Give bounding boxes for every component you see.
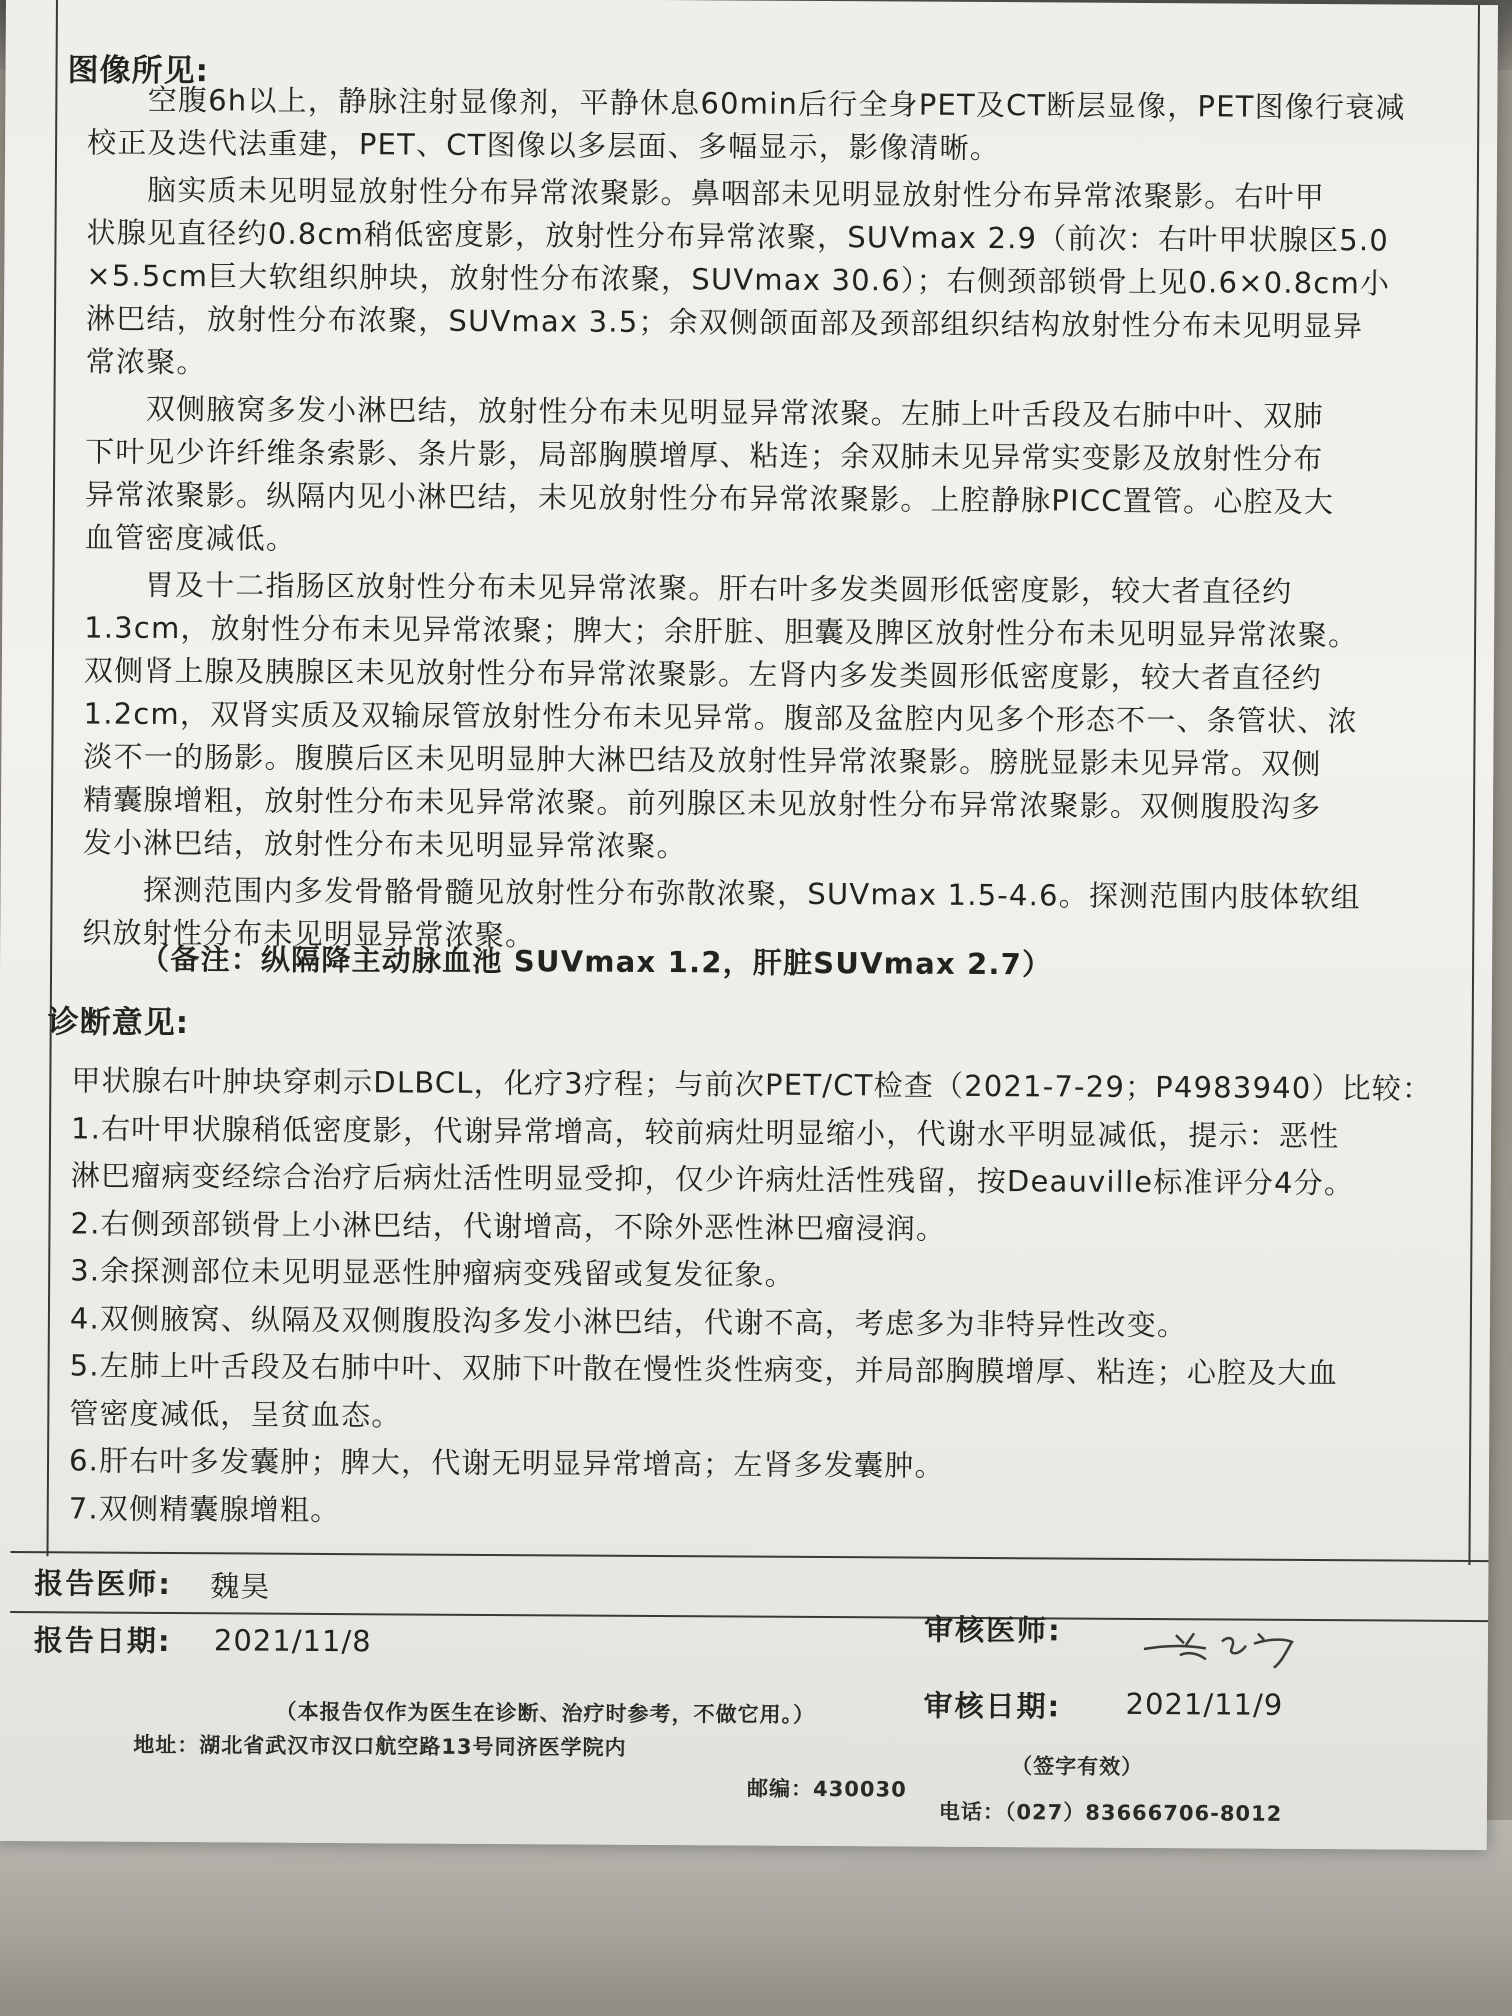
findings-body: [82, 78, 1406, 966]
findings-line: 淋巴结，放射性分布浓聚，SUVmax 3.5；余双侧颌面部及颈部组织结构放射性分布未见明显异: [85, 301, 1364, 344]
findings-line: 发小淋巴结，放射性分布未见明显异常浓聚。: [82, 825, 687, 864]
findings-note: （备注：纵隔降主动脉血池 SUVmax 1.2，肝脏SUVmax 2.7）: [140, 941, 1053, 982]
findings-line: 1.3cm，放射性分布未见异常浓聚；脾大；余肝脏、胆囊及脾区放射性分布未见明显异常浓聚。: [84, 610, 1359, 653]
findings-line: 探测范围内多发骨骼骨髓见放射性分布弥散浓聚，SUVmax 1.5-4.6。探测范围内肢体软组: [82, 872, 1361, 915]
findings-line: 双侧肾上腺及胰腺区未见放射性分布异常浓聚影。左肾内多发类圆形低密度影，较大者直径约: [83, 653, 1323, 696]
findings-line: 胃及十二指肠区放射性分布未见异常浓聚。肝右叶多发类圆形低密度影，较大者直径约: [84, 567, 1293, 609]
signature-valid-note: （签字有效）: [1011, 1754, 1144, 1779]
postcode: 邮编：430030: [746, 1776, 907, 1802]
diagnosis-line: 5.左肺上叶舌段及右肺中叶、双肺下叶散在慢性炎性病变，并局部胸膜增厚、粘连；心腔及大血: [69, 1348, 1338, 1391]
findings-line: 异常浓聚影。纵隔内见小淋巴结，未见放射性分布异常浓聚影。上腔静脉PICC置管。心腔及大: [84, 477, 1335, 520]
findings-paragraph-1: [87, 78, 1406, 172]
findings-line: 下叶见少许纤维条索影、条片影，局部胸膜增厚、粘连；余双肺未见异常实变影及放射性分布: [85, 434, 1324, 477]
findings-line: ×5.5cm巨大软组织肿块，放射性分布浓聚，SUVmax 30.6）；右侧颈部锁骨上见0.6×0.8cm小: [86, 258, 1391, 301]
diagnosis-line: 管密度减低，呈贫血态。: [69, 1395, 402, 1432]
findings-line: 血管密度减低。: [84, 520, 297, 556]
diagnosis-line: 3.余探测部位未见明显恶性肿瘤病变残留或复发征象。: [70, 1253, 795, 1292]
report-doctor-name: 魏昊: [210, 1569, 271, 1604]
diagnosis-line: 1.右叶甲状腺稍低密度影，代谢异常增高，较前病灶明显缩小，代谢水平明显减低，提示：恶性: [70, 1110, 1340, 1153]
diagnosis-line: 7.双侧精囊腺增粗。: [68, 1490, 341, 1527]
phone: 电话：（027）83666706-8012: [938, 1799, 1283, 1826]
disclaimer: （本报告仅作为医生在诊断、治疗时参考，不做它用。）: [275, 1699, 816, 1727]
findings-paragraph-4: [83, 563, 1403, 872]
findings-line: 校正及迭代法重建，PET、CT图像以多层面、多幅显示，影像清晰。: [87, 125, 1001, 166]
diagnosis-line: 2.右侧颈部锁骨上小淋巴结，代谢增高，不除外恶性淋巴瘤浸润。: [70, 1205, 947, 1246]
background-cloth: [0, 1820, 1512, 2016]
review-date: 2021/11/9: [1125, 1686, 1284, 1722]
findings-line: 状腺见直径约0.8cm稍低密度影，放射性分布异常浓聚，SUVmax 2.9（前次：右叶甲状腺区5.0: [86, 215, 1390, 258]
findings-line: 1.2cm，双肾实质及双输尿管放射性分布未见异常。腹部及盆腔内见多个形态不一、条管状、浓: [83, 696, 1358, 739]
findings-heading: 图像所见:: [67, 52, 210, 90]
diagnosis-line: 6.肝右叶多发囊肿；脾大，代谢无明显异常增高；左肾多发囊肿。: [68, 1443, 945, 1483]
findings-line: 空腹6h以上，静脉注射显像剂，平静休息60min后行全身PET及CT断层显像，PET图像行衰减: [87, 82, 1406, 125]
findings-line: 脑实质未见明显放射性分布异常浓聚影。鼻咽部未见明显放射性分布异常浓聚影。右叶甲: [86, 172, 1326, 215]
findings-line: 常浓聚。: [85, 344, 207, 380]
diagnosis-heading: 诊断意见:: [47, 1004, 190, 1042]
diagnosis-body: [69, 1060, 1433, 1543]
findings-paragraph-3: [85, 387, 1404, 567]
findings-line: 淡不一的肠影。腹膜后区未见明显肿大淋巴结及放射性异常浓聚影。膀胱显影未见异常。双侧: [83, 739, 1322, 782]
findings-line: 双侧腋窝多发小淋巴结，放射性分布未见明显异常浓聚。左肺上叶舌段及右肺中叶、双肺: [85, 391, 1324, 434]
report-doctor-label: 报告医师:: [34, 1566, 173, 1602]
reviewer-label: 审核医师:: [923, 1612, 1062, 1648]
left-border-line: [46, 0, 58, 1556]
address: 地址：湖北省武汉市汉口航空路13号同济医学院内: [133, 1732, 627, 1760]
findings-line: 精囊腺增粗，放射性分布未见异常浓聚。前列腺区未见放射性分布异常浓聚影。双侧腹股沟多: [82, 782, 1322, 825]
findings-paragraph-2: [86, 168, 1406, 391]
report-date: 2021/11/8: [213, 1623, 372, 1659]
reviewer-signature: [1136, 1615, 1316, 1676]
diagnosis-line: 4.双侧腋窝、纵隔及双侧腹股沟多发小淋巴结，代谢不高，考虑多为非特异性改变。: [69, 1300, 1188, 1342]
diagnosis-line: 淋巴瘤病变经综合治疗后病灶活性明显受抑，仅少许病灶活性残留，按Deauville标准评分4分。: [70, 1158, 1355, 1201]
review-date-label: 审核日期:: [923, 1688, 1062, 1724]
report-date-label: 报告日期:: [33, 1623, 172, 1659]
diagnosis-line: 甲状腺右叶肿块穿刺示DLBCL，化疗3疗程；与前次PET/CT检查（2021-7-29；P4983940）比较：: [71, 1063, 1433, 1106]
right-border-line: [1468, 5, 1480, 1565]
findings-line: 织放射性分布未见明显异常浓聚。: [82, 915, 536, 953]
